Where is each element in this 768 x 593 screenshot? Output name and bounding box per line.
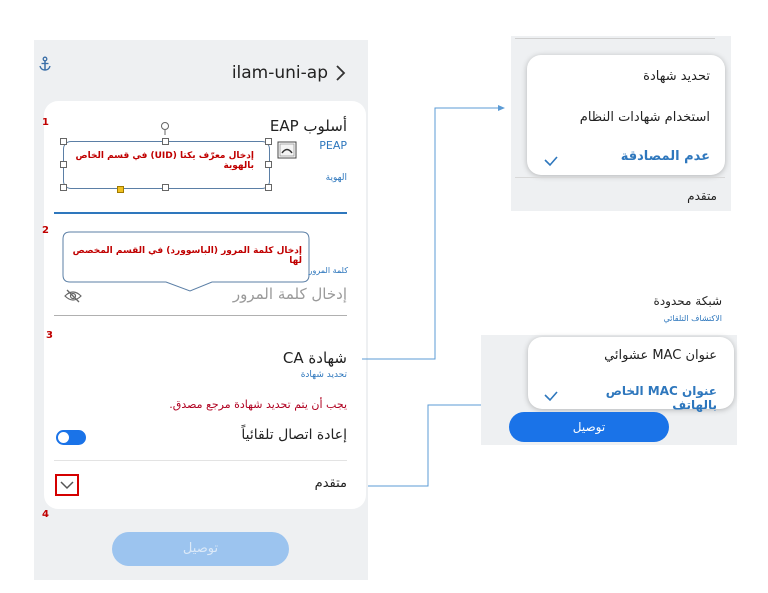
mac-option-phone[interactable]: عنوان MAC الخاص بالهاتف: [605, 384, 717, 412]
step-3-number: 3: [46, 330, 53, 341]
checkmark-icon: [543, 387, 559, 399]
password-callout-text: إدخال كلمة المرور (الباسوورد) في القسم المخصص لها: [72, 246, 302, 266]
ca-certificate-value: تحديد شهادة: [300, 370, 347, 380]
cert-menu-advanced-label: متقدم: [687, 189, 717, 203]
identity-label: الهوية: [325, 173, 347, 183]
cert-option-select[interactable]: تحديد شهادة: [643, 69, 710, 84]
step-1-number: 1: [42, 117, 49, 128]
password-label: كلمة المرور: [308, 266, 348, 275]
cert-menu-top-divider: [515, 38, 715, 39]
checkmark-icon: [543, 152, 559, 164]
ca-certificate-warning: يجب أن يتم تحديد شهادة مرجع مصدق.: [169, 398, 347, 411]
ca-certificate-label[interactable]: شهادة CA: [282, 349, 347, 367]
eap-method-label: أسلوب EAP: [269, 117, 347, 135]
mac-connect-button[interactable]: [509, 412, 669, 442]
mac-connect-button-label: توصيل: [572, 420, 606, 434]
mac-option-random[interactable]: عنوان MAC عشوائي: [604, 348, 717, 363]
password-input[interactable]: إدخال كلمة المرور: [232, 285, 347, 303]
auto-reconnect-label: إعادة اتصال تلقائياً: [241, 427, 347, 443]
cert-option-no-auth[interactable]: عدم المصادقة: [620, 149, 710, 164]
advanced-label[interactable]: متقدم: [314, 476, 347, 491]
cert-menu-divider: [515, 177, 725, 178]
network-title: ilam-uni-ap: [231, 63, 328, 83]
connect-button-label: توصيل: [182, 541, 219, 556]
metered-network-value: الاكتشاف التلقائي: [663, 314, 722, 323]
cert-option-system[interactable]: استخدام شهادات النظام: [579, 110, 710, 125]
step-2-number: 2: [42, 225, 49, 236]
step-4-number: 4: [42, 509, 49, 520]
metered-network-label: شبكة محدودة: [653, 294, 722, 308]
identity-callout-text: إدخال معرّف يكتا (UID) في قسم الخاص بالهوية: [75, 151, 254, 171]
eap-method-value[interactable]: PEAP: [319, 139, 347, 152]
